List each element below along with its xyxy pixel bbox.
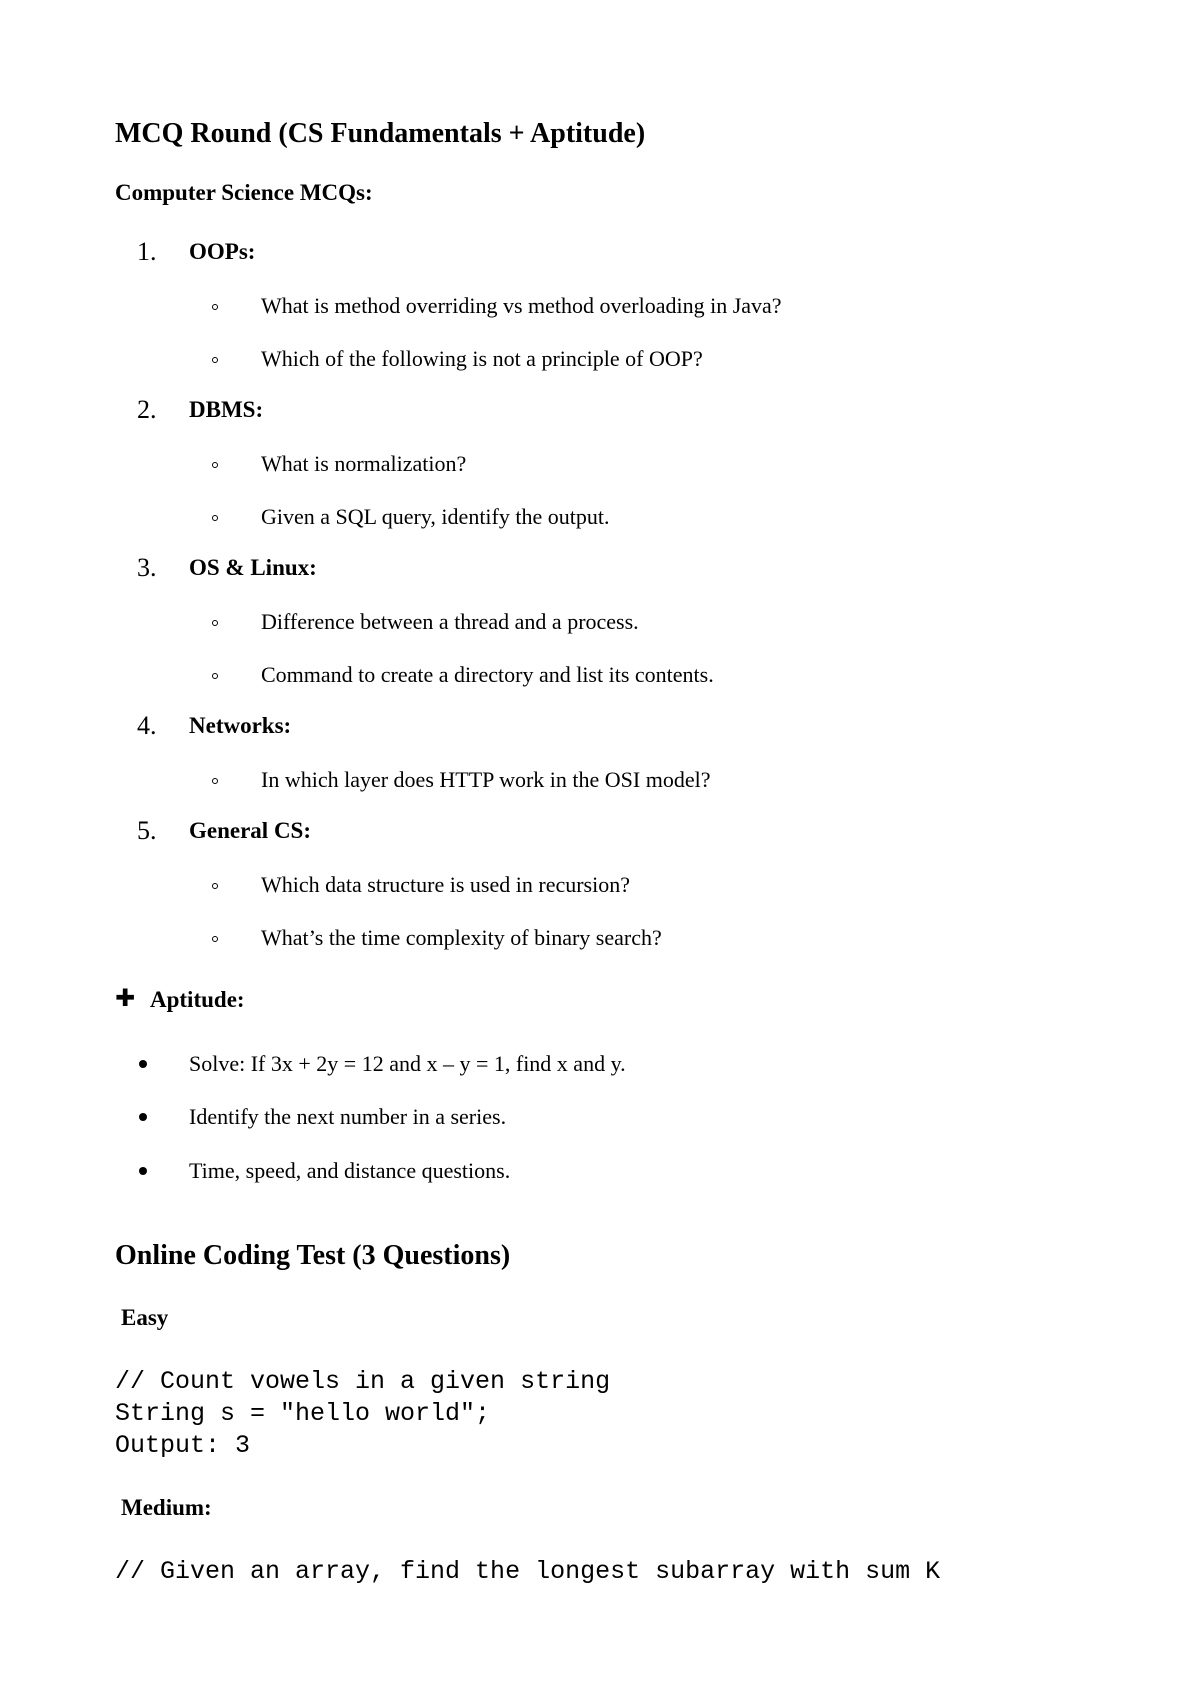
coding-test-title: Online Coding Test (3 Questions)	[115, 1240, 511, 1271]
topic-os-linux-label: OS & Linux:	[189, 555, 317, 580]
easy-code-block	[115, 1366, 610, 1462]
list-item: What is normalization?	[261, 451, 467, 476]
code-line: // Count vowels in a given string	[115, 1367, 611, 1396]
code-line: String s = "hello world";	[115, 1399, 491, 1428]
medium-label: Medium:	[121, 1495, 212, 1520]
circle-bullet-icon	[212, 462, 218, 468]
circle-bullet-icon	[212, 304, 218, 310]
circle-bullet-icon	[212, 620, 218, 626]
topic-number: 5.	[137, 816, 157, 845]
code-line: // Given an array, find the longest subarray with sum K	[115, 1557, 941, 1586]
circle-bullet-icon	[212, 357, 218, 363]
bullet-dot-icon	[139, 1113, 147, 1121]
list-item: In which layer does HTTP work in the OSI model?	[261, 767, 711, 792]
topic-dbms-label: DBMS:	[189, 397, 264, 422]
plus-icon: ✚	[115, 984, 136, 1012]
easy-label: Easy	[121, 1305, 169, 1330]
list-item: Given a SQL query, identify the output.	[261, 504, 610, 529]
topic-number: 2.	[137, 395, 157, 424]
bullet-dot-icon	[139, 1167, 147, 1175]
topic-networks-label: Networks:	[189, 713, 292, 738]
list-item: Difference between a thread and a process.	[261, 609, 639, 634]
cs-mcqs-heading: Computer Science MCQs:	[115, 180, 373, 205]
circle-bullet-icon	[212, 936, 218, 942]
bullet-dot-icon	[139, 1060, 147, 1068]
topic-number: 3.	[137, 553, 157, 582]
list-item: Which of the following is not a principle of OOP?	[261, 346, 703, 371]
list-item: What is method overriding vs method overloading in Java?	[261, 293, 782, 318]
list-item: Time, speed, and distance questions.	[189, 1158, 511, 1183]
aptitude-heading: Aptitude:	[150, 987, 245, 1012]
list-item: Identify the next number in a series.	[189, 1104, 507, 1129]
list-item: Which data structure is used in recursion?	[261, 872, 630, 897]
code-line: Output: 3	[115, 1431, 251, 1460]
topic-general-cs-label: General CS:	[189, 818, 312, 843]
topic-number: 4.	[137, 711, 157, 740]
circle-bullet-icon	[212, 778, 218, 784]
topic-number: 1.	[137, 237, 157, 266]
topic-oops-label: OOPs:	[189, 239, 256, 264]
list-item: Solve: If 3x + 2y = 12 and x – y = 1, find x and y.	[189, 1051, 626, 1076]
list-item: Command to create a directory and list its contents.	[261, 662, 714, 687]
circle-bullet-icon	[212, 673, 218, 679]
circle-bullet-icon	[212, 515, 218, 521]
circle-bullet-icon	[212, 883, 218, 889]
mcq-round-title: MCQ Round (CS Fundamentals + Aptitude)	[115, 118, 646, 149]
medium-code-block	[115, 1556, 940, 1588]
list-item: What’s the time complexity of binary search?	[261, 925, 662, 950]
